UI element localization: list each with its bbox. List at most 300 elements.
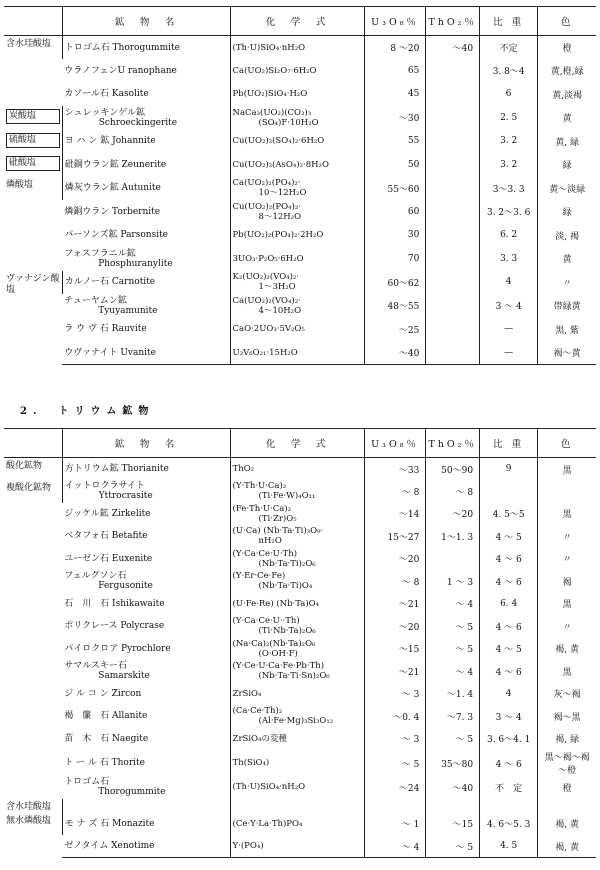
mineral-color: 褐～黒 [538, 705, 596, 728]
specific-gravity: 3 ～ 4 [480, 705, 538, 728]
table-row [4, 799, 596, 813]
table-row [4, 683, 596, 706]
mineral-name [62, 705, 230, 728]
mineral-name [62, 153, 230, 177]
tho2-percent [426, 247, 480, 271]
mineral-color: 灰～褐 [538, 683, 596, 706]
tho2-percent [426, 106, 480, 130]
tho2-percent: 35～80 [426, 750, 480, 776]
table-row [4, 813, 596, 836]
formula-text: Y·(PO₄) [232, 841, 264, 851]
specific-gravity: 不定 [480, 36, 538, 60]
tho2-percent: 1～1. 3 [426, 525, 480, 548]
empty-cell [230, 799, 364, 813]
tho2-percent: 1 ～ 3 [426, 570, 480, 593]
column-header: 色 [538, 429, 596, 458]
specific-gravity: 不 定 [480, 776, 538, 799]
chemical-formula [230, 750, 364, 776]
mineral-color: 〃 [538, 548, 596, 571]
mineral-name [62, 318, 230, 342]
mineral-name-text: フォスフラニル鉱 [64, 248, 136, 259]
specific-gravity: 4 ～ 5 [480, 525, 538, 548]
column-header [4, 429, 62, 458]
mineral-color: 褐, 黄 [538, 813, 596, 836]
table-header-row [4, 7, 596, 36]
group-name: 複酸化鉱物 [6, 483, 52, 493]
group-label [4, 153, 62, 177]
column-header: U₃O₈％ [364, 429, 426, 458]
formula-text-cont: (O·OH·F) [258, 648, 298, 659]
formula-text: (U·Ca) (Nb·Ta·Ti)₃O₉· [232, 526, 324, 537]
formula-text: Cu(UO₂)₂(PO₄)₂· [232, 201, 301, 212]
section-heading: 2. トリウム鉱物 [20, 406, 155, 417]
chemical-formula [230, 480, 364, 503]
mineral-color: 〃 [538, 525, 596, 548]
mineral-color: 黒 [538, 593, 596, 616]
chemical-formula [230, 593, 364, 616]
formula-text: Ca(UO₂)Si₂O₇·6H₂O [232, 65, 317, 76]
chemical-formula [230, 153, 364, 177]
specific-gravity: 4 ～ 5 [480, 638, 538, 661]
group-name: 酸化鉱物 [6, 461, 43, 471]
mineral-color: 黄～淡緑 [538, 177, 596, 201]
mineral-color: 淡, 褐 [538, 224, 596, 248]
formula-text: (Fe·Th·U·Ca)₂ [232, 503, 292, 514]
u3o8-percent: ～24 [364, 776, 426, 799]
mineral-name-text: シュレッキンゲル鉱 [64, 107, 145, 118]
formula-text: CaO·2UO₃·5V₂O₅ [232, 324, 305, 335]
tho2-percent [426, 153, 480, 177]
formula-text-cont: (Nb·Ta·Ti·Sn)₂O₆ [258, 671, 330, 682]
column-header: ThO₂％ [426, 7, 480, 36]
mineral-name [62, 341, 230, 365]
mineral-name [62, 458, 230, 481]
chemical-formula [230, 458, 364, 481]
specific-gravity: 4 ～ 6 [480, 570, 538, 593]
table-row [4, 294, 596, 318]
group-label [4, 458, 62, 481]
group-label [4, 271, 62, 365]
table-row [4, 705, 596, 728]
mineral-color: 帯緑黄 [538, 294, 596, 318]
chemical-formula [230, 83, 364, 107]
mineral-name [62, 247, 230, 271]
u3o8-percent: 60 [364, 200, 426, 224]
mineral-color: 緑 [538, 200, 596, 224]
mineral-color: 〃 [538, 615, 596, 638]
formula-text: U₂V₆O₂₁·15H₂O [232, 347, 298, 358]
chemical-formula [230, 548, 364, 571]
formula-text-cont: 1～3H₂O [258, 282, 296, 293]
formula-text: (Ce·Y·La·Th)PO₄ [232, 818, 303, 829]
chemical-formula [230, 318, 364, 342]
table-row [4, 615, 596, 638]
specific-gravity: 6 [480, 83, 538, 107]
specific-gravity: 4 ～ 6 [480, 750, 538, 776]
u3o8-percent: ～ 3 [364, 728, 426, 751]
chemical-formula [230, 503, 364, 526]
u3o8-percent: ～15 [364, 638, 426, 661]
tho2-percent [426, 130, 480, 154]
mineral-color: 黒 [538, 660, 596, 683]
empty-cell [538, 799, 596, 813]
formula-text: (U·Fe·Re) (Nb·Ta)O₄ [232, 598, 320, 609]
table-row [4, 83, 596, 107]
specific-gravity: 4 [480, 271, 538, 295]
mineral-name-text: モ ナ ズ 石 Monazite [64, 818, 155, 829]
mineral-color: 黄,淡褐 [538, 83, 596, 107]
mineral-name [62, 271, 230, 295]
formula-text-cont: 8～12H₂O [258, 211, 302, 222]
chemical-formula [230, 247, 364, 271]
group-name: 含水珪酸塩 [6, 39, 52, 49]
chemical-formula [230, 36, 364, 60]
thorium-minerals-table [4, 428, 596, 858]
mineral-name-text: ジ ル コ ン Zircon [64, 688, 142, 699]
group-label [4, 177, 62, 271]
specific-gravity: 3. 8～4 [480, 59, 538, 83]
mineral-color [538, 480, 596, 503]
mineral-name-text: ポリクレース Polycrase [64, 621, 165, 632]
mineral-name-text: 苗 木 石 Naegite [64, 733, 149, 744]
mineral-name [62, 480, 230, 503]
table-row [4, 660, 596, 683]
mineral-name [62, 106, 230, 130]
u3o8-percent: ～30 [364, 106, 426, 130]
chemical-formula [230, 224, 364, 248]
specific-gravity: 9 [480, 458, 538, 481]
specific-gravity: 3 ～ 4 [480, 294, 538, 318]
table-row [4, 200, 596, 224]
specific-gravity: 6. 2 [480, 224, 538, 248]
mineral-name-latin: Thorogummite [98, 787, 166, 798]
chemical-formula [230, 294, 364, 318]
empty-cell [62, 799, 230, 813]
chemical-formula [230, 615, 364, 638]
group-label [4, 813, 62, 858]
mineral-name-text: ベタフォ石 Betafite [64, 531, 148, 542]
mineral-name-text: ト ー ル 石 Thorite [64, 758, 145, 768]
mineral-name-latin: Yttrocrasite [98, 491, 153, 502]
chemical-formula [230, 106, 364, 130]
tho2-percent: ～ 5 [426, 615, 480, 638]
formula-text: (Th·U)SiO₄·nH₂O [232, 782, 306, 793]
formula-text-cont: 4～10H₂O [258, 305, 302, 316]
chemical-formula [230, 776, 364, 799]
tho2-percent: ～1. 4 [426, 683, 480, 706]
specific-gravity: 4 [480, 683, 538, 706]
formula-text: Cu(UO₂)₂(SO₄)₂·6H₂O [232, 136, 325, 147]
u3o8-percent: 60～62 [364, 271, 426, 295]
mineral-name [62, 776, 230, 799]
formula-text: (Na·Ca)₂(Nb·Ta)₂O₆ [232, 638, 316, 649]
specific-gravity: — [480, 341, 538, 365]
u3o8-percent: 70 [364, 247, 426, 271]
formula-text: NaCa₃(UO₂)(CO₃)₃ [232, 107, 312, 118]
table-row [4, 570, 596, 593]
tho2-percent: ～15 [426, 813, 480, 836]
mineral-name [62, 835, 230, 858]
formula-text-cont: (Al·Fe·Mg)₃Si₃O₁₂ [258, 716, 334, 727]
formula-text: ZrSiO₄ [232, 688, 262, 699]
group-name: ヴァナジン酸塩 [6, 273, 60, 295]
formula-text-cont: (Nb·Ta·Ti)O₄ [258, 581, 313, 592]
table-header-row [4, 429, 596, 458]
mineral-name [62, 224, 230, 248]
mineral-name-text: 方トリウム鉱 Thorianite [64, 464, 169, 474]
mineral-name [62, 503, 230, 526]
mineral-name-text: ヨ ハ ン 鉱 Johannite [64, 136, 156, 147]
formula-text: ThO₂ [232, 464, 255, 474]
mineral-name-text: イットロクラサイト [64, 481, 145, 492]
mineral-name [62, 59, 230, 83]
specific-gravity: 3. 3 [480, 247, 538, 271]
tho2-percent: ～ 8 [426, 480, 480, 503]
tho2-percent: ～ 4 [426, 660, 480, 683]
table-row [4, 480, 596, 503]
specific-gravity: 4 ～ 6 [480, 660, 538, 683]
table-row [4, 59, 596, 83]
specific-gravity: 3. 2～3. 6 [480, 200, 538, 224]
formula-text: (Y·Er·Ce·Fe) [232, 571, 286, 582]
formula-text: Th(SiO₄) [232, 758, 270, 768]
specific-gravity: — [480, 318, 538, 342]
table-row [4, 593, 596, 616]
column-header: 色 [538, 7, 596, 36]
tho2-percent: ～ 4 [426, 593, 480, 616]
chemical-formula [230, 525, 364, 548]
mineral-name-text: 燐灰ウラン鉱 Autunite [64, 183, 161, 194]
tho2-percent [426, 177, 480, 201]
mineral-name-latin: Fergusonite [98, 581, 153, 592]
specific-gravity: 6. 4 [480, 593, 538, 616]
mineral-color: 黄 [538, 106, 596, 130]
mineral-name-latin: Tyuyamunite [98, 305, 158, 316]
formula-text: Pb(UO₂)₂(PO₄)₂·2H₂O [232, 230, 324, 241]
mineral-name-text: パイロクロア Pyrochlore [64, 643, 171, 654]
u3o8-percent: 45 [364, 83, 426, 107]
specific-gravity: 4 ～ 6 [480, 615, 538, 638]
formula-text: (Y·Th·U·Ca)₂ [232, 481, 287, 492]
mineral-name [62, 683, 230, 706]
mineral-name [62, 638, 230, 661]
mineral-color: 褐, 黄 [538, 835, 596, 858]
u3o8-percent: ～ 8 [364, 570, 426, 593]
u3o8-percent: 55～60 [364, 177, 426, 201]
mineral-name [62, 660, 230, 683]
u3o8-percent: ～21 [364, 660, 426, 683]
u3o8-percent: ～ 1 [364, 813, 426, 836]
mineral-name-text: カソール石 Kasolite [64, 89, 149, 100]
formula-text-cont: (Nb·Ta·Ti)₂O₆ [258, 558, 316, 569]
mineral-color: 黒 [538, 503, 596, 526]
specific-gravity: 3～3. 3 [480, 177, 538, 201]
group-label [4, 36, 62, 107]
specific-gravity: 4 ～ 6 [480, 548, 538, 571]
formula-text: (Y·Ca·Ce·U·Th) [232, 548, 298, 559]
table-row [4, 130, 596, 154]
mineral-name [62, 615, 230, 638]
mineral-color: 黄,橙,緑 [538, 59, 596, 83]
u3o8-percent: 65 [364, 59, 426, 83]
table-row [4, 341, 596, 365]
specific-gravity [480, 480, 538, 503]
mineral-name [62, 813, 230, 836]
mineral-name-text: チューヤムン鉱 [64, 295, 127, 306]
formula-text-cont: (SO₄)F·10H₂O [258, 117, 319, 128]
chemical-formula [230, 835, 364, 858]
mineral-name-text: ラ ウ ヴ 石 Rauvite [64, 324, 147, 335]
chemical-formula [230, 271, 364, 295]
formula-text: K₂(UO₂)₂(VO₄)₂· [232, 272, 299, 283]
table-row [4, 224, 596, 248]
table-row [4, 318, 596, 342]
mineral-name [62, 570, 230, 593]
mineral-color: 黒, 紫 [538, 318, 596, 342]
mineral-color: 黄 [538, 247, 596, 271]
mineral-name-text: 褐 簾 石 Allanite [64, 711, 148, 722]
mineral-name-text: 燐銅ウラン Torbernite [64, 206, 161, 217]
u3o8-percent: ～20 [364, 615, 426, 638]
column-header: 化 学 式 [230, 7, 364, 36]
mineral-name [62, 525, 230, 548]
specific-gravity: 3. 2 [480, 153, 538, 177]
chemical-formula [230, 341, 364, 365]
mineral-name-text: パーソンズ鉱 Parsonsite [64, 230, 169, 241]
empty-cell [426, 799, 480, 813]
mineral-name [62, 728, 230, 751]
u3o8-percent: ～ 8 [364, 480, 426, 503]
mineral-color: 褐, 黄 [538, 638, 596, 661]
column-header [4, 7, 62, 36]
tho2-percent [426, 83, 480, 107]
table-row [4, 750, 596, 776]
table-row [4, 638, 596, 661]
column-header: U₃O₈％ [364, 7, 426, 36]
empty-cell [480, 799, 538, 813]
tho2-percent: 50～90 [426, 458, 480, 481]
tho2-percent: ～40 [426, 36, 480, 60]
table-row [4, 548, 596, 571]
chemical-formula [230, 59, 364, 83]
mineral-color: 褐, 緑 [538, 728, 596, 751]
mineral-name-text: 石 川 石 Ishikawaite [64, 598, 165, 609]
specific-gravity: 4. 5 [480, 835, 538, 858]
group-label: 含水珪酸塩 [6, 801, 52, 812]
chemical-formula [230, 200, 364, 224]
u3o8-percent: ～0. 4 [364, 705, 426, 728]
mineral-name [62, 200, 230, 224]
chemical-formula [230, 570, 364, 593]
formula-text-cont: (Ti·Zr)O₅ [258, 513, 297, 524]
mineral-name-text: サマルスキー石 [64, 661, 127, 672]
u3o8-percent: ～20 [364, 548, 426, 571]
mineral-color: 黒 [538, 458, 596, 481]
mineral-color: 〃 [538, 271, 596, 295]
u3o8-percent: 50 [364, 153, 426, 177]
tho2-percent: ～20 [426, 503, 480, 526]
mineral-name [62, 177, 230, 201]
group-name: 無水燐酸塩 [6, 815, 52, 826]
mineral-name [62, 130, 230, 154]
formula-text-cont: (Ti·Nb·Ta)₂O₆ [258, 626, 316, 637]
tho2-percent: ～7. 3 [426, 705, 480, 728]
chemical-formula [230, 660, 364, 683]
column-header: 化 学 式 [230, 429, 364, 458]
mineral-color: 黄, 緑 [538, 130, 596, 154]
mineral-name [62, 750, 230, 776]
mineral-color: 褐 [538, 570, 596, 593]
group-name: 燐酸塩 [6, 179, 34, 190]
table-row [4, 247, 596, 271]
tho2-percent [426, 59, 480, 83]
column-header: 比 重 [480, 7, 538, 36]
u3o8-percent: ～ 5 [364, 750, 426, 776]
mineral-name-text: 砒銅ウラン鉱 Zeunerite [64, 159, 167, 170]
u3o8-percent: 15～27 [364, 525, 426, 548]
mineral-name [62, 83, 230, 107]
mineral-color: 褐～黄 [538, 341, 596, 365]
table-row [4, 153, 596, 177]
table-row [4, 503, 596, 526]
formula-text-cont: nH₂O [258, 536, 282, 547]
tho2-percent [426, 341, 480, 365]
tho2-percent: ～ 5 [426, 728, 480, 751]
formula-text: (Th·U)SiO₄·nH₂O [232, 42, 306, 53]
mineral-name-text: ジッケル鉱 Zirkelite [64, 508, 151, 519]
u3o8-percent: ～25 [364, 318, 426, 342]
chemical-formula [230, 728, 364, 751]
u3o8-percent: ～ 4 [364, 835, 426, 858]
mineral-name-text: ユーゼン石 Euxenite [64, 553, 153, 564]
u3o8-percent: 48～55 [364, 294, 426, 318]
mineral-name-text: フェルグソン石 [64, 571, 127, 582]
table-row [4, 776, 596, 799]
formula-text: ZrSiO₄の変種 [232, 733, 287, 744]
mineral-name-text: トロゴム石 Thorogummite [64, 42, 180, 53]
u3o8-percent: ～40 [364, 341, 426, 365]
group-label [4, 130, 62, 154]
table-row [4, 835, 596, 858]
chemical-formula [230, 705, 364, 728]
formula-text-cont: 10～12H₂O [258, 188, 307, 199]
empty-cell [364, 799, 426, 813]
column-header: 鉱 物 名 [62, 429, 230, 458]
formula-text: Pb(UO₂)SiO₄·H₂O [232, 89, 308, 100]
table-row [4, 106, 596, 130]
u3o8-percent: 8 ～20 [364, 36, 426, 60]
group-name: 炭酸塩 [6, 109, 60, 124]
tho2-percent [426, 294, 480, 318]
formula-text: Cu(UO₂)₂(AsO₄)₂·8H₂O [232, 159, 329, 170]
u3o8-percent: 55 [364, 130, 426, 154]
tho2-percent [426, 318, 480, 342]
chemical-formula [230, 813, 364, 836]
tho2-percent [426, 224, 480, 248]
mineral-name [62, 36, 230, 60]
table-row [4, 728, 596, 751]
column-header: ThO₂％ [426, 429, 480, 458]
specific-gravity: 2. 5 [480, 106, 538, 130]
mineral-color: 橙 [538, 776, 596, 799]
column-header: 鉱 物 名 [62, 7, 230, 36]
specific-gravity: 4. 6～5. 3 [480, 813, 538, 836]
u3o8-percent: ～33 [364, 458, 426, 481]
mineral-name-latin: Schroeckingerite [98, 117, 178, 128]
group-name: 硫酸塩 [6, 133, 60, 148]
chemical-formula [230, 683, 364, 706]
tho2-percent [426, 271, 480, 295]
